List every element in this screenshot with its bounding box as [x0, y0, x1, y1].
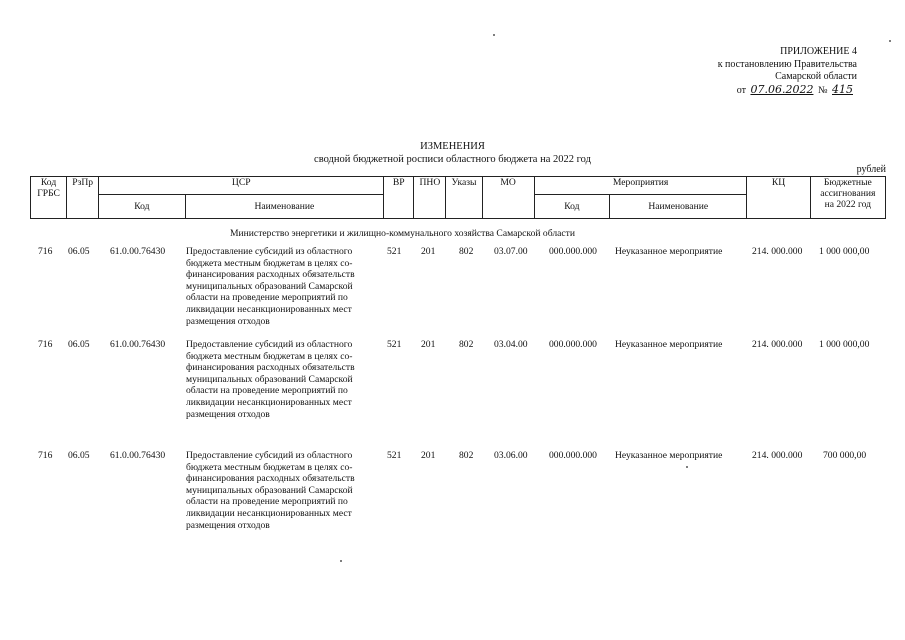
cell-name: Предоставление субсидий из областного бюджета местным бюджетам в целях со- финансирования расходных обязательств муниципальных образований Самарской области на проведение мероприятий по ликвидации несанкционированных мест размещения отходов — [186, 450, 355, 531]
document-title — [0, 140, 905, 166]
cell-csr: 61.0.00.76430 — [110, 339, 166, 350]
cell-grbs: 716 — [38, 450, 53, 461]
cell-vr: 521 — [387, 450, 402, 461]
header-meropr-kod: Код — [534, 195, 609, 219]
header-ukazy: Указы — [446, 177, 482, 219]
cell-grbs: 716 — [38, 339, 53, 350]
cell-csr: 61.0.00.76430 — [110, 246, 166, 257]
scan-speck — [493, 34, 495, 36]
cell-rzpr: 06.05 — [68, 339, 90, 350]
header-csr: ЦСР — [99, 177, 384, 195]
header-csr-kod: Код — [99, 195, 185, 219]
appendix-region: Самарской области — [775, 71, 857, 82]
cell-amount: 1 000 000,00 — [819, 246, 870, 257]
cell-ukazy: 802 — [459, 450, 474, 461]
header-vr: ВР — [384, 177, 414, 219]
title-sub: сводной бюджетной росписи областного бюджета на 2022 год — [314, 154, 591, 165]
header-meropriyatiya: Мероприятия — [534, 177, 747, 195]
cell-meropr-kod: 000.000.000 — [549, 339, 597, 350]
cell-ukazy: 802 — [459, 339, 474, 350]
cell-mo: 03.06.00 — [494, 450, 528, 461]
cell-mo: 03.07.00 — [494, 246, 528, 257]
cell-amount: 700 000,00 — [823, 450, 867, 461]
scan-speck — [686, 466, 688, 468]
header-budget: Бюджетные ассигнования на 2022 год — [810, 177, 885, 219]
appendix-block — [718, 46, 857, 97]
cell-csr: 61.0.00.76430 — [110, 450, 166, 461]
header-pno: ПНО — [414, 177, 446, 219]
appendix-title: ПРИЛОЖЕНИЕ 4 — [780, 46, 857, 57]
cell-pno: 201 — [421, 339, 436, 350]
cell-rzpr: 06.05 — [68, 450, 90, 461]
cell-kc: 214. 000.000 — [752, 339, 803, 350]
header-mo: МО — [482, 177, 534, 219]
header-csr-name: Наименование — [185, 195, 384, 219]
number-prefix: № — [817, 84, 828, 96]
cell-amount: 1 000 000,00 — [819, 339, 870, 350]
scan-speck — [889, 40, 891, 42]
cell-pno: 201 — [421, 246, 436, 257]
cell-meropr-kod: 000.000.000 — [549, 450, 597, 461]
date-prefix: от — [736, 84, 746, 96]
cell-meropr-name: Неуказанное мероприятие — [615, 246, 723, 257]
handwritten-number: 415 — [832, 82, 853, 96]
ministry-heading: Министерство энергетики и жилищно-коммунального хозяйства Самарской области — [230, 228, 575, 239]
header-kc: КЦ — [747, 177, 810, 219]
appendix-date-line — [718, 84, 857, 98]
cell-pno: 201 — [421, 450, 436, 461]
cell-mo: 03.04.00 — [494, 339, 528, 350]
header-meropr-name: Наименование — [609, 195, 746, 219]
cell-meropr-name: Неуказанное мероприятие — [615, 339, 723, 350]
appendix-resolution: к постановлению Правительства — [717, 58, 857, 70]
cell-meropr-kod: 000.000.000 — [549, 246, 597, 257]
cell-name: Предоставление субсидий из областного бюджета местным бюджетам в целях со- финансирования расходных обязательств муниципальных образований Самарской области на проведение мероприятий по ликвидации несанкционированных мест размещения отходов — [186, 246, 355, 327]
cell-grbs: 716 — [38, 246, 53, 257]
cell-name: Предоставление субсидий из областного бюджета местным бюджетам в целях со- финансирования расходных обязательств муниципальных образований Самарской области на проведение мероприятий по ликвидации несанкционированных мест размещения отходов — [186, 339, 355, 420]
table-header — [30, 176, 886, 219]
scan-speck — [340, 560, 342, 562]
cell-meropr-name: Неуказанное мероприятие — [615, 450, 723, 461]
cell-rzpr: 06.05 — [68, 246, 90, 257]
cell-kc: 214. 000.000 — [752, 246, 803, 257]
title-main: ИЗМЕНЕНИЯ — [420, 141, 485, 152]
cell-vr: 521 — [387, 246, 402, 257]
currency-unit: рублей — [856, 164, 886, 175]
header-rzpr: РзПр — [67, 177, 99, 219]
cell-ukazy: 802 — [459, 246, 474, 257]
header-kod-grbs: Код ГРБС — [31, 177, 67, 219]
handwritten-date: 07.06.2022 — [750, 82, 814, 96]
cell-vr: 521 — [387, 339, 402, 350]
cell-kc: 214. 000.000 — [752, 450, 803, 461]
